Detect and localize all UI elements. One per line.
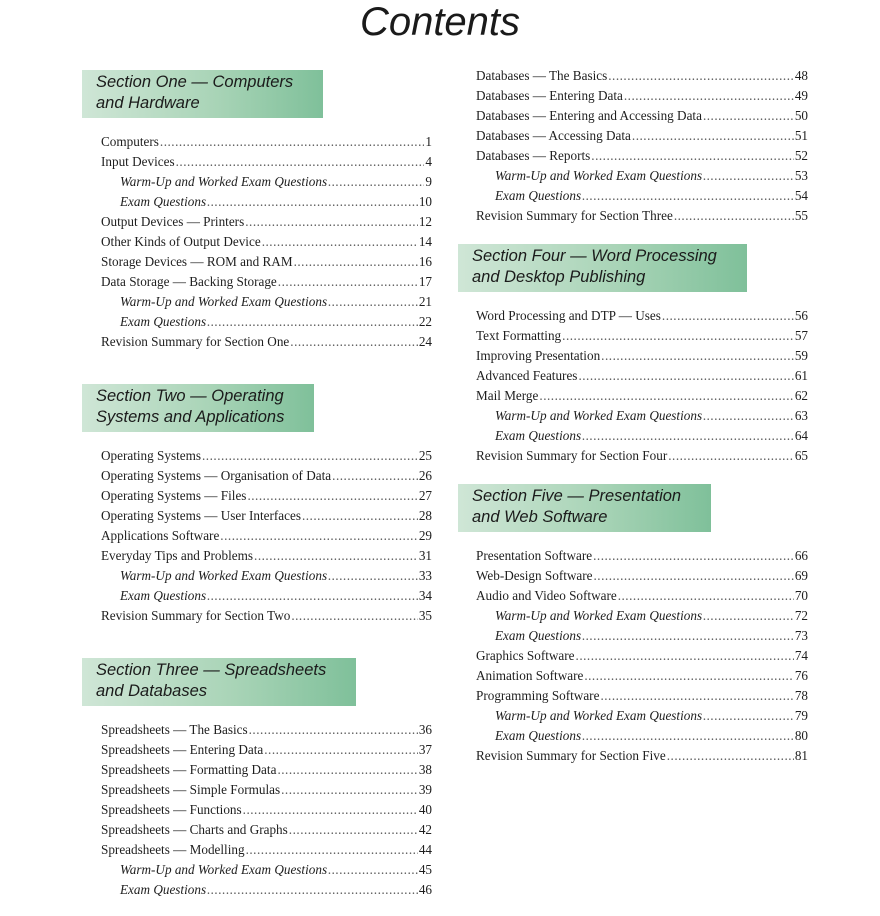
toc-entry-title: Revision Summary for Section Three [476, 208, 673, 223]
toc-entry[interactable] [101, 860, 432, 880]
dot-leader [328, 292, 418, 312]
section-header-line: Systems and Applications [96, 408, 285, 426]
toc-page-number: 78 [794, 688, 808, 703]
toc-entry[interactable] [476, 386, 808, 406]
toc-entry-title: Output Devices — Printers [101, 214, 245, 229]
toc-entry[interactable] [101, 332, 432, 352]
dot-leader [207, 586, 418, 606]
toc-entry[interactable] [476, 726, 808, 746]
toc-entry-list [82, 720, 432, 900]
dot-leader [703, 606, 794, 626]
toc-entry-title: Revision Summary for Section Two [101, 608, 291, 623]
dot-leader [618, 586, 794, 606]
dot-leader [662, 306, 794, 326]
toc-entry-title: Spreadsheets — Entering Data [101, 742, 264, 757]
toc-entry[interactable] [101, 466, 432, 486]
page-title: Contents [359, 0, 521, 44]
toc-entry[interactable] [101, 800, 432, 820]
dot-leader [600, 686, 793, 706]
dot-leader [703, 106, 794, 126]
toc-entry[interactable] [476, 546, 808, 566]
dot-leader [582, 726, 794, 746]
toc-page-number: 33 [418, 568, 432, 583]
dot-leader [207, 880, 418, 900]
toc-page-number: 51 [794, 128, 808, 143]
toc-entry-title: Warm-Up and Worked Exam Questions [495, 168, 703, 183]
toc-entry-title: Operating Systems — Organisation of Data [101, 468, 332, 483]
toc-entry[interactable] [476, 406, 808, 426]
section-header-line: Section Two — Operating [96, 387, 284, 405]
toc-page-number: 57 [794, 328, 808, 343]
toc-page-number: 26 [418, 468, 432, 483]
toc-entry-title: Spreadsheets — Simple Formulas [101, 782, 281, 797]
dot-leader [539, 386, 793, 406]
section-header-line: Section Five — Presentation [472, 487, 682, 505]
dot-leader [160, 132, 425, 152]
toc-entry-title: Warm-Up and Worked Exam Questions [495, 708, 703, 723]
toc-entry[interactable] [476, 646, 808, 666]
toc-page-number: 62 [794, 388, 808, 403]
toc-section [458, 484, 808, 766]
toc-entry[interactable] [476, 86, 808, 106]
dot-leader [562, 326, 794, 346]
section-header-line: and Desktop Publishing [472, 268, 646, 286]
toc-entry-title: Word Processing and DTP — Uses [476, 308, 661, 323]
toc-page-number: 28 [418, 508, 432, 523]
toc-entry-title: Input Devices [101, 154, 175, 169]
dot-leader [207, 192, 418, 212]
toc-entry-title: Exam Questions [120, 314, 207, 329]
toc-page-number: 34 [418, 588, 432, 603]
toc-entry-title: Text Formatting [476, 328, 562, 343]
dot-leader [302, 506, 418, 526]
dot-leader [207, 312, 418, 332]
toc-entry[interactable] [476, 206, 808, 226]
dot-leader [582, 426, 794, 446]
toc-entry-title: Spreadsheets — The Basics [101, 722, 248, 737]
dot-leader [277, 760, 417, 780]
toc-entry-title: Revision Summary for Section Four [476, 448, 668, 463]
toc-entry-title: Warm-Up and Worked Exam Questions [120, 862, 328, 877]
toc-entry[interactable] [101, 152, 432, 172]
toc-entry[interactable] [101, 740, 432, 760]
toc-entry[interactable] [101, 172, 432, 192]
section-header-line: Section One — Computers [96, 73, 294, 91]
toc-page-number: 37 [418, 742, 432, 757]
toc-entry[interactable] [476, 146, 808, 166]
section-header [82, 384, 314, 432]
toc-entry[interactable] [476, 706, 808, 726]
dot-leader [667, 746, 794, 766]
toc-entry-title: Exam Questions [120, 882, 207, 897]
dot-leader [624, 86, 794, 106]
toc-section [458, 66, 808, 226]
dot-leader [703, 166, 794, 186]
toc-entry[interactable] [476, 66, 808, 86]
toc-entry[interactable] [476, 186, 808, 206]
toc-section [82, 658, 432, 900]
toc-page-number: 24 [418, 334, 432, 349]
dot-leader [264, 740, 418, 760]
toc-page-number: 50 [794, 108, 808, 123]
toc-page-number: 72 [794, 608, 808, 623]
toc-entry[interactable] [101, 312, 432, 332]
toc-page-number: 44 [418, 842, 432, 857]
dot-leader [328, 566, 418, 586]
dot-leader [245, 212, 418, 232]
dot-leader [593, 546, 794, 566]
section-header-line: and Web Software [472, 508, 608, 526]
toc-page-number: 1 [425, 134, 432, 149]
toc-page-number: 53 [794, 168, 808, 183]
toc-page-number: 49 [794, 88, 808, 103]
toc-entry-title: Revision Summary for Section Five [476, 748, 666, 763]
toc-entry[interactable] [476, 746, 808, 766]
dot-leader [262, 232, 418, 252]
toc-section [458, 244, 808, 466]
toc-entry-list [458, 66, 808, 226]
toc-page-number: 55 [794, 208, 808, 223]
toc-page-number: 74 [794, 648, 808, 663]
dot-leader [703, 706, 794, 726]
toc-entry[interactable] [476, 106, 808, 126]
toc-entry[interactable] [476, 566, 808, 586]
toc-page-number: 36 [418, 722, 432, 737]
toc-entry[interactable] [476, 626, 808, 646]
section-header-line: Section Three — Spreadsheets [96, 661, 327, 679]
toc-entry[interactable] [476, 306, 808, 326]
toc-page-number: 66 [794, 548, 808, 563]
toc-entry[interactable] [101, 820, 432, 840]
toc-entry-title: Warm-Up and Worked Exam Questions [495, 408, 703, 423]
toc-page-number: 27 [418, 488, 432, 503]
toc-entry-title: Mail Merge [476, 388, 539, 403]
toc-page-number: 59 [794, 348, 808, 363]
toc-page-number: 9 [425, 174, 432, 189]
dot-leader [601, 346, 794, 366]
dot-leader [289, 820, 418, 840]
dot-leader [332, 466, 418, 486]
toc-entry-title: Warm-Up and Worked Exam Questions [120, 568, 328, 583]
toc-entry[interactable] [101, 232, 432, 252]
toc-page-number: 80 [794, 728, 808, 743]
dot-leader [632, 126, 794, 146]
toc-page-number: 46 [418, 882, 432, 897]
dot-leader [202, 446, 418, 466]
toc-entry-title: Spreadsheets — Modelling [101, 842, 245, 857]
dot-leader [249, 720, 418, 740]
toc-entry-title: Operating Systems — Files [101, 488, 247, 503]
toc-entry-title: Storage Devices — ROM and RAM [101, 254, 293, 269]
toc-entry-title: Operating Systems [101, 448, 201, 463]
toc-page-number: 73 [794, 628, 808, 643]
toc-entry[interactable] [476, 346, 808, 366]
dot-leader [578, 366, 793, 386]
toc-page-number: 52 [794, 148, 808, 163]
dot-leader [243, 800, 418, 820]
toc-entry[interactable] [476, 586, 808, 606]
toc-entry-title: Spreadsheets — Formatting Data [101, 762, 277, 777]
toc-entry[interactable] [101, 606, 432, 626]
toc-right-column [458, 66, 808, 782]
toc-entry-title: Databases — The Basics [476, 68, 608, 83]
toc-page-number: 79 [794, 708, 808, 723]
toc-entry[interactable] [101, 586, 432, 606]
toc-entry[interactable] [101, 132, 432, 152]
toc-entry-title: Advanced Features [476, 368, 578, 383]
toc-page-number: 64 [794, 428, 808, 443]
toc-entry[interactable] [101, 272, 432, 292]
toc-page-number: 21 [418, 294, 432, 309]
toc-entry-title: Data Storage — Backing Storage [101, 274, 277, 289]
toc-entry-title: Spreadsheets — Functions [101, 802, 242, 817]
toc-entry-title: Other Kinds of Output Device [101, 234, 261, 249]
toc-entry-title: Web-Design Software [476, 568, 593, 583]
dot-leader [608, 66, 794, 86]
dot-leader [674, 206, 794, 226]
toc-entry-title: Exam Questions [495, 428, 582, 443]
section-header [82, 70, 323, 118]
toc-page-number: 14 [418, 234, 432, 249]
toc-entry[interactable] [101, 880, 432, 900]
toc-page-number: 63 [794, 408, 808, 423]
dot-leader [281, 780, 418, 800]
toc-page-number: 38 [418, 762, 432, 777]
toc-entry[interactable] [101, 506, 432, 526]
toc-section [82, 70, 432, 352]
toc-entry[interactable] [476, 126, 808, 146]
toc-page-number: 42 [418, 822, 432, 837]
toc-page-number: 10 [418, 194, 432, 209]
section-header [82, 658, 356, 706]
toc-entry[interactable] [476, 366, 808, 386]
toc-left-column [82, 70, 432, 916]
toc-entry[interactable] [101, 840, 432, 860]
toc-entry-title: Warm-Up and Worked Exam Questions [120, 174, 328, 189]
dot-leader [254, 546, 418, 566]
toc-page-number: 4 [425, 154, 432, 169]
toc-entry[interactable] [101, 252, 432, 272]
dot-leader [668, 446, 794, 466]
toc-page-number: 25 [418, 448, 432, 463]
toc-entry-title: Animation Software [476, 668, 584, 683]
toc-entry[interactable] [101, 486, 432, 506]
toc-entry-title: Applications Software [101, 528, 220, 543]
section-header-line: and Databases [96, 682, 207, 700]
toc-entry-title: Presentation Software [476, 548, 593, 563]
toc-entry[interactable] [101, 526, 432, 546]
toc-entry-title: Exam Questions [120, 194, 207, 209]
dot-leader [246, 840, 418, 860]
dot-leader [247, 486, 417, 506]
toc-section [82, 384, 432, 626]
toc-page-number: 54 [794, 188, 808, 203]
dot-leader [278, 272, 418, 292]
dot-leader [576, 646, 794, 666]
dot-leader [328, 172, 424, 192]
toc-entry-title: Everyday Tips and Problems [101, 548, 254, 563]
dot-leader [591, 146, 794, 166]
toc-entry-title: Databases — Entering and Accessing Data [476, 108, 702, 123]
toc-entry-title: Exam Questions [120, 588, 207, 603]
toc-entry-title: Warm-Up and Worked Exam Questions [495, 608, 703, 623]
toc-entry-title: Exam Questions [495, 628, 582, 643]
toc-page-number: 70 [794, 588, 808, 603]
toc-entry-title: Databases — Entering Data [476, 88, 623, 103]
toc-entry-list [458, 546, 808, 766]
section-header-line: Section Four — Word Processing [472, 247, 717, 265]
toc-entry[interactable] [101, 546, 432, 566]
toc-entry[interactable] [476, 686, 808, 706]
dot-leader [176, 152, 425, 172]
toc-entry-title: Graphics Software [476, 648, 575, 663]
toc-page-number: 17 [418, 274, 432, 289]
toc-entry-title: Computers [101, 134, 159, 149]
toc-entry[interactable] [476, 446, 808, 466]
toc-entry[interactable] [476, 666, 808, 686]
toc-page-number: 76 [794, 668, 808, 683]
toc-entry[interactable] [101, 720, 432, 740]
toc-page-number: 40 [418, 802, 432, 817]
dot-leader [594, 566, 794, 586]
dot-leader [328, 860, 418, 880]
toc-page-number: 31 [418, 548, 432, 563]
section-header-line: and Hardware [96, 94, 200, 112]
toc-entry[interactable] [476, 606, 808, 626]
toc-entry[interactable] [101, 446, 432, 466]
toc-entry-title: Improving Presentation [476, 348, 601, 363]
toc-page-number: 12 [418, 214, 432, 229]
toc-page-number: 56 [794, 308, 808, 323]
toc-entry[interactable] [101, 192, 432, 212]
toc-entry-title: Exam Questions [495, 188, 582, 203]
section-header [458, 244, 747, 292]
toc-page-number: 65 [794, 448, 808, 463]
toc-entry[interactable] [101, 566, 432, 586]
toc-page-number: 35 [418, 608, 432, 623]
toc-page-number: 29 [418, 528, 432, 543]
toc-entry[interactable] [101, 212, 432, 232]
toc-entry-title: Spreadsheets — Charts and Graphs [101, 822, 288, 837]
dot-leader [582, 186, 794, 206]
section-header [458, 484, 711, 532]
toc-entry-title: Databases — Reports [476, 148, 591, 163]
toc-entry-title: Revision Summary for Section One [101, 334, 290, 349]
dot-leader [291, 606, 418, 626]
toc-entry-list [82, 446, 432, 626]
toc-page-number: 48 [794, 68, 808, 83]
toc-entry-list [458, 306, 808, 466]
toc-page-number: 69 [794, 568, 808, 583]
toc-page-number: 22 [418, 314, 432, 329]
dot-leader [582, 626, 794, 646]
toc-page-number: 45 [418, 862, 432, 877]
toc-entry-title: Databases — Accessing Data [476, 128, 631, 143]
toc-entry[interactable] [476, 326, 808, 346]
toc-page-number: 61 [794, 368, 808, 383]
toc-page-number: 81 [794, 748, 808, 763]
toc-entry[interactable] [101, 292, 432, 312]
dot-leader [703, 406, 794, 426]
dot-leader [294, 252, 418, 272]
toc-entry-title: Operating Systems — User Interfaces [101, 508, 301, 523]
dot-leader [584, 666, 794, 686]
toc-entry[interactable] [476, 426, 808, 446]
toc-entry-title: Warm-Up and Worked Exam Questions [120, 294, 328, 309]
toc-entry-list [82, 132, 432, 352]
toc-page-number: 39 [418, 782, 432, 797]
dot-leader [290, 332, 418, 352]
toc-entry[interactable] [476, 166, 808, 186]
toc-entry[interactable] [101, 760, 432, 780]
toc-entry-title: Audio and Video Software [476, 588, 617, 603]
toc-page-number: 16 [418, 254, 432, 269]
dot-leader [220, 526, 418, 546]
toc-entry-title: Programming Software [476, 688, 600, 703]
toc-entry[interactable] [101, 780, 432, 800]
toc-entry-title: Exam Questions [495, 728, 582, 743]
